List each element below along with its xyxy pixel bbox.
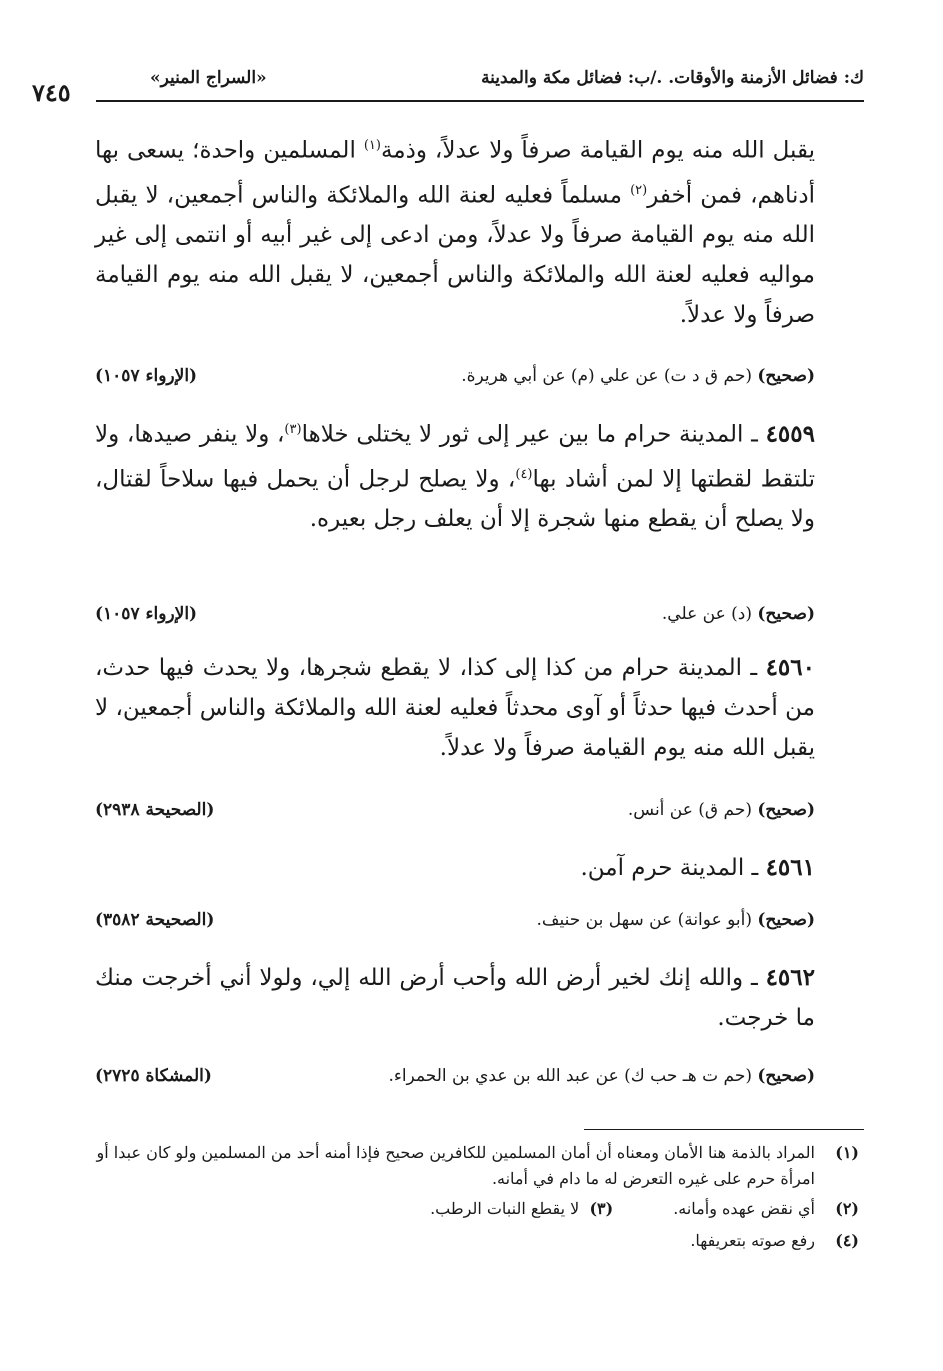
hadith-continuation bbox=[95, 126, 815, 335]
footnote bbox=[79, 1228, 859, 1254]
hadith-4559 bbox=[95, 410, 815, 539]
source-reference: (الإرواء ١٠٥٧) bbox=[95, 366, 198, 386]
chapter-title: ك: فضائل الأزمنة والأوقات. ./ب: فضائل مكة والمدينة bbox=[481, 68, 864, 88]
source-reference: (الإرواء ١٠٥٧) bbox=[95, 604, 198, 624]
source-reference: (المشكاة ٢٧٢٥) bbox=[95, 1066, 212, 1086]
hadith-text: ـ المدينة حرام من كذا إلى كذا، لا يقطع شجرها، ولا يحدث فيها حدث، من أحدث فيها حدثاً أو آوى محدثاً فعليه لعنة الله والملائكة والناس أجمعين، لا يقبل الله منه يوم القيامة صرفاً ولا عدلاً. bbox=[95, 655, 815, 761]
footnote-text: أي نقض عهده وأمانه. bbox=[673, 1199, 815, 1218]
footnote-rule bbox=[584, 1129, 864, 1130]
hadith-text: يقبل الله منه يوم القيامة صرفاً ولا عدلاً، وذمة bbox=[380, 137, 815, 164]
header-rule bbox=[96, 100, 864, 102]
footnote-number: (٣) bbox=[589, 1199, 614, 1218]
hadith-text: ـ المدينة حرام ما بين عير إلى ثور لا يختلى خلاها bbox=[301, 421, 766, 448]
hadith-text: مسلماً فعليه لعنة الله والملائكة والناس أجمعين، لا يقبل الله منه يوم القيامة صرفاً ولا عدلاً، ومن ادعى إلى غير أبيه أو انتمى إلى غير مواليه فعليه لعنة الله والملائكة والناس أجمعين، لا يقبل الله منه يوم القيامة صرفاً ولا عدلاً. bbox=[95, 182, 815, 329]
page-number: ٧٤٥ bbox=[32, 78, 71, 107]
footnote-text: المراد بالذمة هنا الأمان ومعناه أن أمان المسلمين للكافرين صحيح فإذا أمنه أحد من المسلمين ولو كان عبدا أو امرأة حرم على غيره التعرض له ما دام في أمانه. bbox=[96, 1143, 815, 1188]
source-narrators: (د) عن علي. bbox=[661, 604, 758, 624]
footnotes bbox=[79, 1140, 859, 1254]
footnote-text: لا يقطع النبات الرطب. bbox=[430, 1199, 580, 1218]
source-text bbox=[461, 366, 815, 386]
source-text bbox=[388, 1066, 815, 1086]
source-narrators: (حم ق) عن أنس. bbox=[627, 800, 758, 820]
source-narrators: (حم ت هـ حب ك) عن عبد الله بن عدي بن الحمراء. bbox=[388, 1066, 758, 1086]
footnote-number: (٢) bbox=[835, 1199, 859, 1218]
footnote-marker[interactable]: (٤) bbox=[515, 466, 533, 482]
hadith-text: ـ والله إنك لخير أرض الله وأحب أرض الله إلي، ولولا أني أخرجت منك ما خرجت. bbox=[95, 965, 815, 1031]
footnote-marker[interactable]: (١) bbox=[363, 138, 381, 153]
grade-label: (صحيح) bbox=[757, 604, 815, 624]
hadith-number: ٤٥٦١ bbox=[765, 854, 815, 881]
hadith-source-line bbox=[95, 1066, 815, 1092]
source-text bbox=[628, 800, 815, 820]
hadith-4561 bbox=[95, 848, 815, 888]
grade-label: (صحيح) bbox=[757, 910, 815, 930]
hadith-source-line bbox=[95, 800, 815, 826]
footnote-number: (٤) bbox=[835, 1231, 859, 1250]
hadith-text: ـ المدينة حرم آمن. bbox=[580, 855, 766, 881]
hadith-text: ، ولا يصلح لرجل أن يحمل فيها سلاحاً لقتال، ولا يصلح أن يقطع منها شجرة إلا أن يعلف رجل بعيره. bbox=[95, 466, 815, 533]
book-title: «السراج المنير» bbox=[150, 68, 267, 88]
footnote bbox=[79, 1140, 859, 1192]
running-header bbox=[32, 64, 864, 107]
grade-label: (صحيح) bbox=[757, 1066, 815, 1086]
source-narrators: (أبو عوانة) عن سهل بن حنيف. bbox=[536, 910, 758, 930]
hadith-number: ٤٥٦٠ bbox=[765, 654, 815, 681]
hadith-text: ، ولا ينفر صيدها، ولا تلتقط لقطتها إلا لمن أشاد بها bbox=[95, 421, 815, 493]
hadith-4560 bbox=[95, 648, 815, 768]
hadith-source-line bbox=[95, 604, 815, 630]
grade-label: (صحيح) bbox=[757, 366, 815, 386]
source-reference: (الصحيحة ٣٥٨٢) bbox=[95, 910, 215, 930]
hadith-text: المسلمين واحدة؛ يسعى بها أدناهم، فمن أخفر bbox=[95, 137, 815, 209]
source-narrators: (حم ق د ت) عن علي (م) عن أبي هريرة. bbox=[461, 366, 758, 386]
grade-label: (صحيح) bbox=[757, 800, 815, 820]
footnote bbox=[79, 1196, 859, 1222]
hadith-number: ٤٥٦٢ bbox=[765, 964, 815, 991]
source-reference: (الصحيحة ٢٩٣٨) bbox=[95, 800, 215, 820]
hadith-source-line bbox=[95, 366, 815, 392]
hadith-4562 bbox=[95, 958, 815, 1038]
footnote-number: (١) bbox=[835, 1143, 859, 1162]
footnote-text: رفع صوته بتعريفها. bbox=[690, 1231, 815, 1250]
source-text bbox=[536, 910, 815, 930]
hadith-number: ٤٥٥٩ bbox=[765, 420, 815, 448]
footnote-marker[interactable]: (٣) bbox=[284, 422, 302, 437]
hadith-source-line bbox=[95, 910, 815, 936]
footnote-marker[interactable]: (٢) bbox=[630, 182, 648, 198]
source-text bbox=[662, 604, 815, 624]
